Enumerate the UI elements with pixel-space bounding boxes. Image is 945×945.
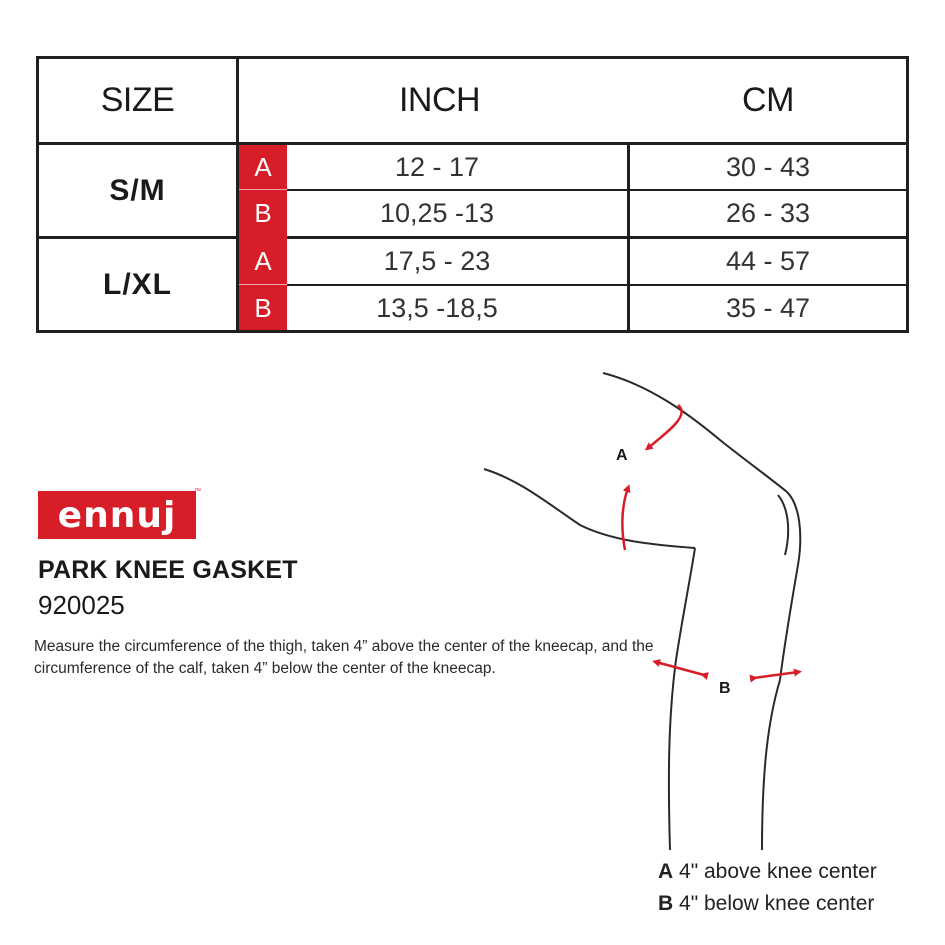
header-cm: CM bbox=[742, 81, 794, 119]
diagram-label-a: A bbox=[616, 447, 628, 464]
inch-value: 12 - 17 bbox=[394, 151, 480, 182]
header-inch: INCH bbox=[398, 81, 481, 119]
legend-text: 4" above knee center bbox=[679, 860, 877, 883]
brand-logo-text: ennuj bbox=[57, 494, 177, 536]
measure-label: B bbox=[254, 292, 272, 323]
cm-value: 26 - 33 bbox=[725, 198, 811, 228]
measure-label: B bbox=[254, 198, 272, 228]
cm-value: 44 - 57 bbox=[725, 246, 811, 276]
legend-key: B bbox=[658, 892, 674, 915]
measure-instructions: Measure the circumference of the thigh, taken 4” above the center of the kneecap, and the circumference of the calf, taken 4” below the center of the kneecap. bbox=[34, 638, 654, 677]
inch-value: 17,5 - 23 bbox=[383, 246, 491, 276]
legend-text: 4" below knee center bbox=[679, 892, 875, 915]
leg-outline bbox=[484, 373, 800, 850]
size-label: S/M bbox=[109, 173, 166, 207]
diagram-label-b: B bbox=[719, 680, 731, 697]
legend-key: A bbox=[658, 860, 674, 883]
legend-item-b bbox=[658, 892, 874, 916]
legend-item-a bbox=[658, 860, 877, 884]
cm-value: 30 - 43 bbox=[725, 151, 811, 182]
header-size: SIZE bbox=[100, 81, 175, 119]
arrow-b-left bbox=[656, 662, 704, 675]
measure-label: A bbox=[254, 246, 272, 276]
cm-value: 35 - 47 bbox=[725, 292, 811, 323]
product-name: PARK KNEE GASKET bbox=[38, 556, 298, 584]
product-code: 920025 bbox=[38, 590, 125, 620]
size-label: L/XL bbox=[103, 267, 172, 301]
inch-value: 10,25 -13 bbox=[379, 198, 495, 228]
arrow-a-top bbox=[648, 405, 682, 448]
measure-label: A bbox=[254, 151, 272, 182]
inch-value: 13,5 -18,5 bbox=[376, 292, 498, 323]
trademark-mark: ™ bbox=[194, 488, 201, 495]
arrow-b-right bbox=[754, 672, 798, 678]
